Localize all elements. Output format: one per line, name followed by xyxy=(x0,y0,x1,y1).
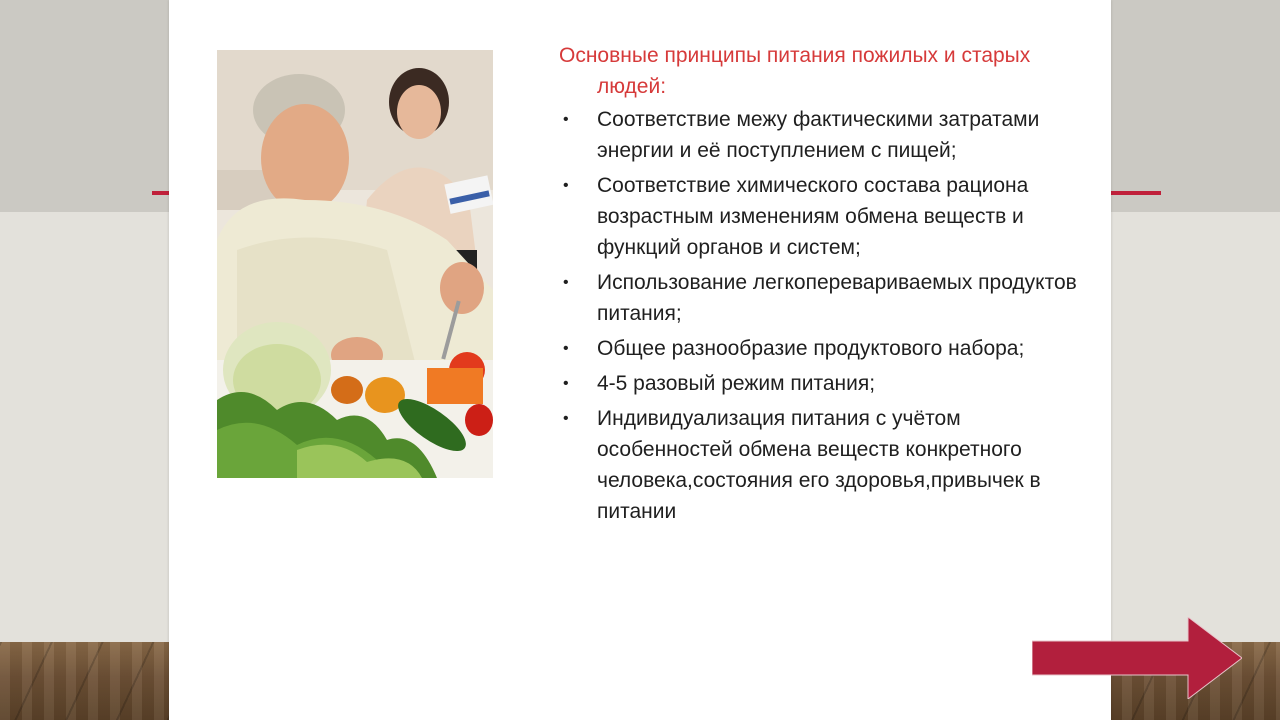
principles-text-block xyxy=(559,40,1079,531)
list-item-text: Соответствие межу фактическими затратами энергии и её поступлением с пищей; xyxy=(597,108,1040,162)
right-arrow-icon[interactable] xyxy=(1032,617,1242,699)
bullet-icon: • xyxy=(563,375,569,392)
list-item-text: Использование легкоперевариваемых продуктов питания; xyxy=(597,271,1077,325)
photo-illustration xyxy=(217,50,493,478)
bullet-icon: • xyxy=(563,274,569,291)
list-item xyxy=(559,403,1079,527)
accent-line-right xyxy=(1108,191,1161,195)
elderly-couple-cooking-photo xyxy=(217,50,493,478)
list-item xyxy=(559,104,1079,166)
next-slide-arrow-shape[interactable] xyxy=(1032,617,1242,699)
bullet-icon: • xyxy=(563,177,569,194)
list-item-text: 4-5 разовый режим питания; xyxy=(597,372,876,395)
bullet-icon: • xyxy=(563,340,569,357)
principles-list xyxy=(559,104,1079,527)
bullet-icon: • xyxy=(563,410,569,427)
list-item-text: Общее разнообразие продуктового набора; xyxy=(597,337,1025,360)
list-item xyxy=(559,267,1079,329)
list-item-text: Соответствие химического состава рациона возрастным изменениям обмена веществ и функций органов и систем; xyxy=(597,174,1029,259)
list-item xyxy=(559,170,1079,263)
list-item xyxy=(559,333,1079,364)
list-item xyxy=(559,368,1079,399)
bullet-icon: • xyxy=(563,111,569,128)
slide-heading: Основные принципы питания пожилых и старых людей: xyxy=(559,44,1031,98)
slide-content xyxy=(169,0,1111,720)
list-item-text: Индивидуализация питания с учётом особенностей обмена веществ конкретного человека,состояния его здоровья,привычек в питании xyxy=(597,407,1041,523)
